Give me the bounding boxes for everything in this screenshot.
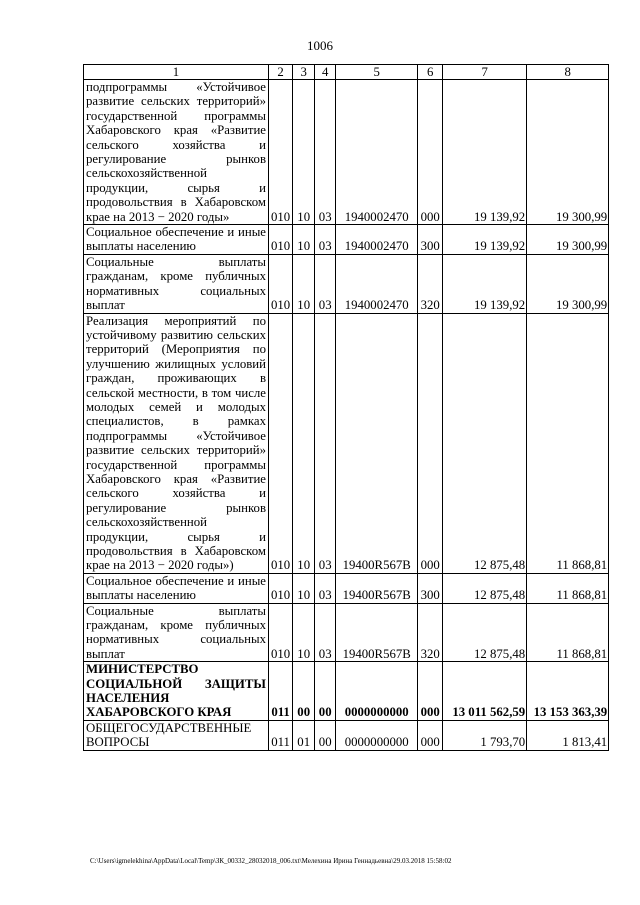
table-row xyxy=(84,662,609,721)
amount-year2-cell: 11 868,81 xyxy=(527,603,609,662)
header-cell: 1 xyxy=(84,65,269,80)
expense-type-cell: 000 xyxy=(418,662,443,721)
expense-type-cell: 320 xyxy=(418,603,443,662)
glava-code-cell: 010 xyxy=(269,225,293,255)
section-code-cell: 10 xyxy=(293,225,315,255)
target-article-cell: 19400R567B xyxy=(336,573,418,603)
target-article-cell: 0000000000 xyxy=(336,662,418,721)
row-name-cell: Социальное обеспечение и иные выплаты населению xyxy=(84,225,269,255)
subsection-code-cell: 03 xyxy=(315,80,336,225)
amount-year2-cell: 19 300,99 xyxy=(527,80,609,225)
row-name-cell: Социальные выплаты гражданам, кроме публичных нормативных социальных выплат xyxy=(84,254,269,313)
amount-year2-cell: 13 153 363,39 xyxy=(527,662,609,721)
expense-type-cell: 300 xyxy=(418,225,443,255)
table-row xyxy=(84,573,609,603)
target-article-cell: 19400R567B xyxy=(336,313,418,573)
section-code-cell: 10 xyxy=(293,603,315,662)
expense-type-cell: 300 xyxy=(418,573,443,603)
subsection-code-cell: 03 xyxy=(315,573,336,603)
subsection-code-cell: 03 xyxy=(315,254,336,313)
subsection-code-cell: 00 xyxy=(315,662,336,721)
target-article-cell: 1940002470 xyxy=(336,80,418,225)
page-number: 1006 xyxy=(307,38,333,53)
amount-year1-cell: 19 139,92 xyxy=(443,225,527,255)
table-row xyxy=(84,80,609,225)
section-code-cell: 10 xyxy=(293,573,315,603)
glava-code-cell: 010 xyxy=(269,603,293,662)
target-article-cell: 19400R567B xyxy=(336,603,418,662)
header-cell: 2 xyxy=(269,65,293,80)
table-row xyxy=(84,603,609,662)
amount-year2-cell: 11 868,81 xyxy=(527,313,609,573)
amount-year2-cell: 19 300,99 xyxy=(527,225,609,255)
glava-code-cell: 011 xyxy=(269,662,293,721)
amount-year1-cell: 19 139,92 xyxy=(443,254,527,313)
file-path-footer: C:\Users\igmelekhina\AppData\Local\Temp\ЗК_00332_28032018_006.txt\Мелехина Ирина Геннадьевна\29.03.2018 15:58:02 xyxy=(90,857,452,865)
glava-code-cell: 010 xyxy=(269,80,293,225)
section-code-cell: 10 xyxy=(293,80,315,225)
row-name-cell: подпрограммы «Устойчивое развитие сельских территорий» государственной программы Хабаровского края «Развитие сельского хозяйства и регулирование рынков сельскохозяйственной продукции, сырья и продовольствия в Хабаровском крае на 2013 − 2020 годы» xyxy=(84,80,269,225)
target-article-cell: 1940002470 xyxy=(336,225,418,255)
subsection-code-cell: 03 xyxy=(315,225,336,255)
subsection-code-cell: 03 xyxy=(315,603,336,662)
target-article-cell: 0000000000 xyxy=(336,720,418,750)
row-name-cell: Реализация мероприятий по устойчивому развитию сельских территорий (Мероприятия по улучшению жилищных условий граждан, проживающих в сельской местности, в том числе молодых семей и молодых специалистов, в рамках подпрограммы «Устойчивое развитие сельских территорий» государственной программы Хабаровского края «Развитие сельского хозяйства и регулирование рынков сельскохозяйственной продукции, сырья и продовольствия в Хабаровском крае на 2013 − 2020 годы») xyxy=(84,313,269,573)
amount-year2-cell: 1 813,41 xyxy=(527,720,609,750)
header-row xyxy=(84,65,609,80)
amount-year1-cell: 19 139,92 xyxy=(443,80,527,225)
expense-type-cell: 000 xyxy=(418,80,443,225)
amount-year2-cell: 19 300,99 xyxy=(527,254,609,313)
glava-code-cell: 010 xyxy=(269,254,293,313)
header-cell: 6 xyxy=(418,65,443,80)
table-row xyxy=(84,313,609,573)
expense-type-cell: 000 xyxy=(418,313,443,573)
glava-code-cell: 011 xyxy=(269,720,293,750)
subsection-code-cell: 00 xyxy=(315,720,336,750)
budget-table xyxy=(83,64,609,751)
header-cell: 5 xyxy=(336,65,418,80)
table-row xyxy=(84,254,609,313)
header-cell: 8 xyxy=(527,65,609,80)
row-name-cell: ОБЩЕГОСУДАРСТВЕННЫЕ ВОПРОСЫ xyxy=(84,720,269,750)
expense-type-cell: 000 xyxy=(418,720,443,750)
header-cell: 3 xyxy=(293,65,315,80)
row-name-cell: Социальное обеспечение и иные выплаты населению xyxy=(84,573,269,603)
section-code-cell: 00 xyxy=(293,662,315,721)
header-cell: 7 xyxy=(443,65,527,80)
amount-year1-cell: 12 875,48 xyxy=(443,313,527,573)
section-code-cell: 10 xyxy=(293,254,315,313)
amount-year2-cell: 11 868,81 xyxy=(527,573,609,603)
glava-code-cell: 010 xyxy=(269,313,293,573)
subsection-code-cell: 03 xyxy=(315,313,336,573)
row-name-cell: Социальные выплаты гражданам, кроме публичных нормативных социальных выплат xyxy=(84,603,269,662)
table-row xyxy=(84,720,609,750)
amount-year1-cell: 13 011 562,59 xyxy=(443,662,527,721)
amount-year1-cell: 12 875,48 xyxy=(443,573,527,603)
table-row xyxy=(84,225,609,255)
row-name-cell: МИНИСТЕРСТВО СОЦИАЛЬНОЙ ЗАЩИТЫ НАСЕЛЕНИЯ ХАБАРОВСКОГО КРАЯ xyxy=(84,662,269,721)
expense-type-cell: 320 xyxy=(418,254,443,313)
target-article-cell: 1940002470 xyxy=(336,254,418,313)
header-cell: 4 xyxy=(315,65,336,80)
section-code-cell: 01 xyxy=(293,720,315,750)
section-code-cell: 10 xyxy=(293,313,315,573)
glava-code-cell: 010 xyxy=(269,573,293,603)
amount-year1-cell: 12 875,48 xyxy=(443,603,527,662)
amount-year1-cell: 1 793,70 xyxy=(443,720,527,750)
